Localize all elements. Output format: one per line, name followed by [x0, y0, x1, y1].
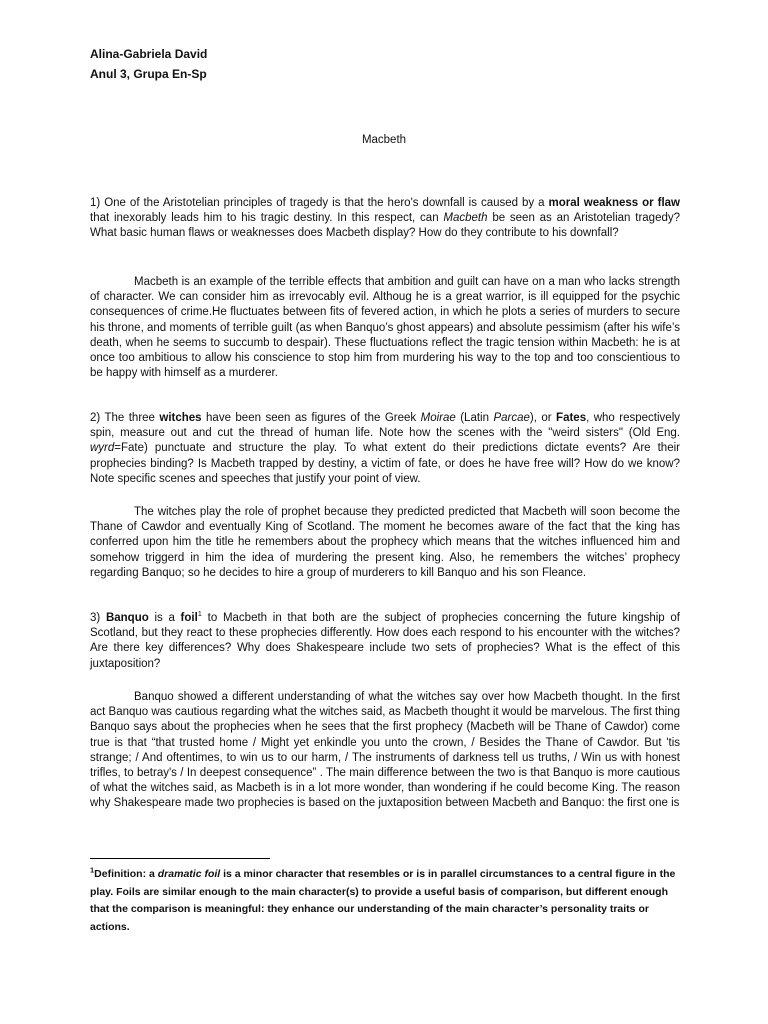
author-name: Alina-Gabriela David	[90, 47, 208, 61]
question-2: 2) The three witches have been seen as figures of the Greek Moirae (Latin Parcae), or Fates, who respectively spin, measure out and cut the thread of human life. Note how the scenes with the "weird sisters" (Old Eng. wyrd=Fate) punctuate and structure the play. To what extent do their predictions dictate events? Are their prophecies binding? Is Macbeth trapped by destiny, a victim of fate, or does he have free will? How do we know? Note specific scenes and speeches that justify your point of view.	[90, 412, 680, 485]
answer-2: The witches play the role of prophet because they predicted predicted that Macbeth will soon become the Thane of Cawdor and eventually King of Scotland. The moment he becomes aware of the fact that the king has conferred upon him the title he remembers about the prophecy which means that the witches influenced him and somehow triggerd in him the idea of murdering the present king. Also, he remembers the witches’ prophecy regarding Banquo; so he decides to hire a group of murderers to kill Banquo and his son Fleance.	[90, 506, 680, 579]
author-group: Anul 3, Grupa En-Sp	[90, 67, 207, 81]
italic-macbeth: Macbeth	[443, 212, 488, 225]
footnote-divider	[90, 858, 270, 859]
footnote: $^1$Definition: a dramatic foil is a minor character that resembles or is in parallel circumstances to a central figure in the play. Foils are similar enough to the main character(s) to provide a useful basis of comparison, but different enough that the comparison is meaningful: they enhance our understanding of the main character’s personality traits or actions.	[90, 865, 676, 933]
question-3: 3) Banquo is a foil$^1$ to Macbeth in that both are the subject of prophecies concerning the future kingship of Scotland, but they react to these prophecies differently. How does each respond to his encounter with the witches? Are there key differences? Why does Shakespeare include two sets of prophecies? What is the effect of this juxtaposition?	[90, 609, 680, 670]
question-1: 1) One of the Aristotelian principles of tragedy is that the hero's downfall is caused by a moral weakness or flaw that inexorably leads him to his tragic destiny. In this respect, can Macbeth be seen as an Aristotelian tragedy? What basic human flaws or weaknesses does Macbeth display? How do they contribute to his downfall?	[90, 197, 681, 240]
footnote-ref[interactable]: 1	[197, 609, 202, 619]
answer-3: Banquo showed a different understanding of what the witches say over how Macbeth thought. In the first act Banquo was cautious regarding what the witches said, as Macbeth thought it would be marvelous. The first thing Banquo says about the prophecies when he sees that the first prophecy (Macbeth will be Thane of Cawdor) come true is that “that trusted home / Might yet enkindle you unto the crown, / Besides the Thane of Cawdor. But 'tis strange; / And oftentimes, to win us to our harm, / The instruments of darkness tell us truths, / Win us with honest trifles, to betray's / In deepest consequence” . The main difference between the two is that Banquo is more cautious of what the witches said, as Macbeth is in a lot more wonder, than wondering if he could become King. The reason why Shakespeare made two prophecies is based on the juxtaposition between Macbeth and Banquo: the first one is	[90, 691, 680, 810]
answer-1: Macbeth is an example of the terrible effects that ambition and guilt can have on a man who lacks strength of character. We can consider him as irrevocably evil. Althoug he is a great warrior, is ill equipped for the psychic consequences of crime.He fluctuates between fits of fevered action, in which he plots a series of murders to secure his throne, and moments of terrible guilt (as when Banquo’s ghost appears) and absolute pessimism (after his wife’s death, when he seems to succumb to despair). These fluctuations reflect the tragic tension within Macbeth: he is at once too ambitious to allow his conscience to stop him from murdering his way to the top and too conscientious to be happy with himself as a murderer.	[90, 276, 680, 380]
document-title: Macbeth	[361, 134, 407, 146]
bold-moral-weakness: moral weakness or flaw	[548, 197, 680, 209]
